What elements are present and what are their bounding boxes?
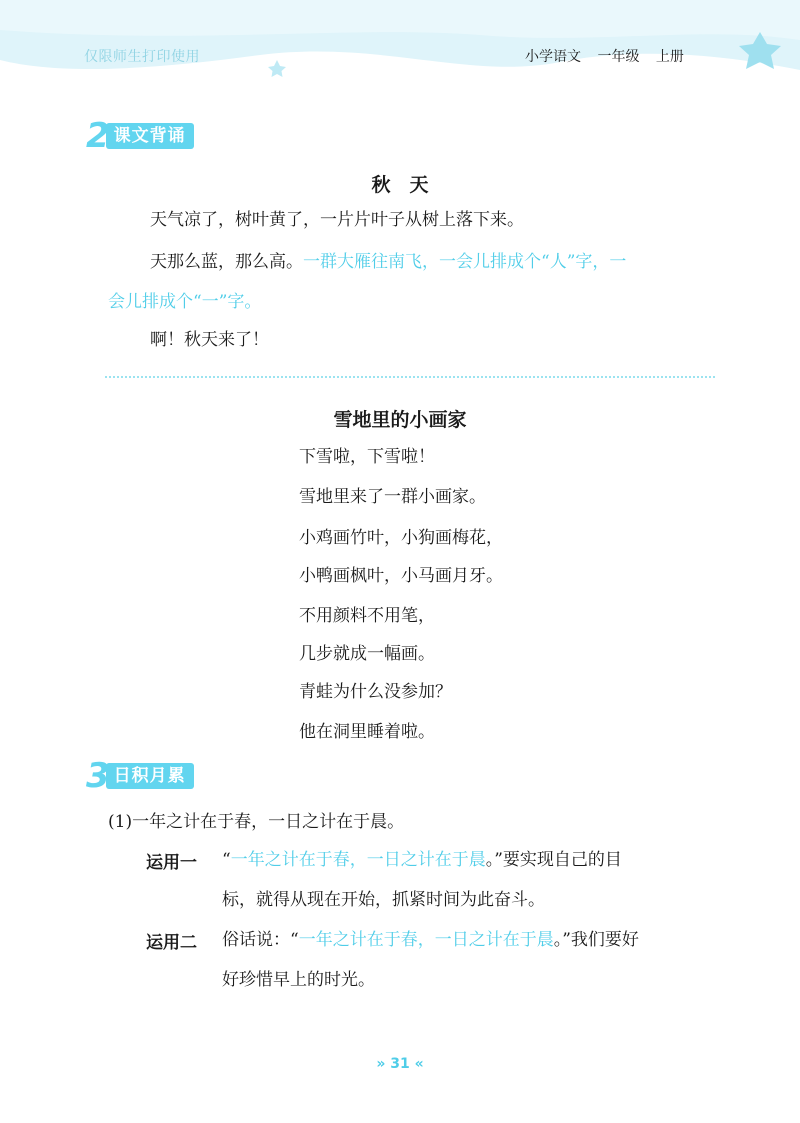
dotted-divider	[105, 376, 715, 378]
poem-line: 青蛙为什么没参加？	[299, 682, 452, 702]
subject-label: 小学语文	[525, 49, 581, 65]
volume-label: 上册	[655, 49, 684, 65]
proverb-item: (1)一年之计在于春，一日之计在于晨。	[108, 812, 405, 832]
poem-line: 不用颜料不用笔，	[299, 606, 435, 626]
usage-text: 标，就得从现在开始，抓紧时间为此奋斗。	[222, 890, 545, 910]
usage-text: 俗话说：“一年之计在于春，一日之计在于晨。”我们要好	[222, 930, 639, 950]
poem-line: 啊！秋天来了！	[150, 330, 269, 350]
grade-label: 一年级	[597, 49, 640, 65]
poem-title-snow: 雪地里的小画家	[333, 409, 467, 431]
poem-title-autumn: 秋 天	[371, 174, 429, 196]
poem-line: 小鸭画枫叶，小马画月牙。	[299, 566, 503, 586]
section-title: 日积月累	[106, 763, 194, 789]
highlighted-text: 会儿排成个“一”字。	[108, 292, 262, 312]
poem-line: 天那么蓝，那么高。一群大雁往南飞，一会儿排成个“人”字，一	[150, 252, 627, 272]
poem-line: 下雪啦，下雪啦！	[299, 447, 435, 467]
highlighted-text: 一群大雁往南飞，一会儿排成个“人”字，一	[303, 252, 627, 272]
section-number: 3	[86, 756, 110, 796]
right-arrow-icon: «	[414, 1056, 424, 1072]
page-number: » 31 «	[376, 1056, 424, 1072]
poem-line: 天气凉了，树叶黄了，一片片叶子从树上落下来。	[150, 210, 524, 230]
section-2-badge	[86, 116, 194, 156]
highlighted-text: 一年之计在于春，一日之计在于晨	[230, 850, 486, 870]
star-icon	[268, 60, 286, 77]
poem-line: 小鸡画竹叶，小狗画梅花，	[299, 528, 503, 548]
left-arrow-icon: »	[376, 1056, 386, 1072]
section-number: 2	[86, 116, 110, 156]
section-3-badge	[86, 756, 194, 796]
book-info	[525, 46, 696, 66]
poem-line: 雪地里来了一群小画家。	[299, 487, 486, 507]
poem-line: 他在洞里睡着啦。	[299, 722, 435, 742]
usage-text: “一年之计在于春，一日之计在于晨。”要实现自己的目	[222, 850, 622, 870]
watermark-text: 仅限师生打印使用	[84, 49, 200, 65]
usage-text: 好珍惜早上的时光。	[222, 970, 375, 990]
header-wave-background	[0, 0, 800, 90]
usage-label: 运用二	[146, 933, 197, 953]
section-title: 课文背诵	[106, 123, 194, 149]
usage-label: 运用一	[146, 853, 197, 873]
poem-line: 几步就成一幅画。	[299, 644, 435, 664]
highlighted-text: 一年之计在于春，一日之计在于晨	[298, 930, 554, 950]
